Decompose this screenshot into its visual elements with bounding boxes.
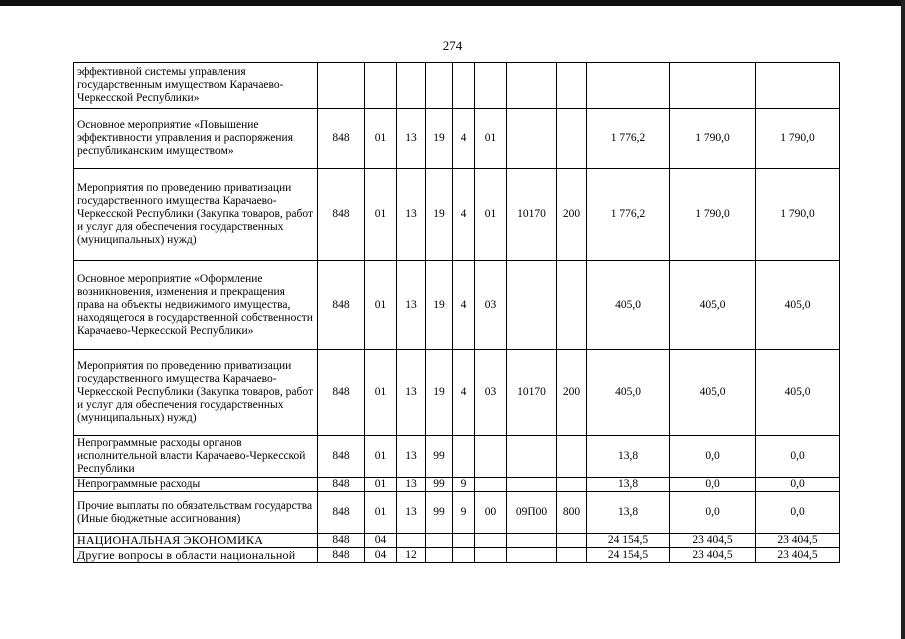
table-row	[74, 534, 840, 548]
cell-pr: 13	[397, 436, 426, 478]
cell-rz: 01	[365, 169, 397, 261]
cell-name: Основное мероприятие «Повышение эффективности управления и распоряжения республиканским имуществом»	[74, 109, 318, 169]
cell-ved: 848	[318, 350, 365, 436]
cell-pr: 13	[397, 169, 426, 261]
table-row	[74, 548, 840, 563]
cell-sum3	[756, 63, 840, 109]
cell-vr	[557, 548, 587, 563]
cell-sum2: 405,0	[670, 350, 756, 436]
scan-edge-top	[0, 0, 905, 6]
cell-sum1: 13,8	[587, 436, 670, 478]
cell-pgp: 9	[453, 478, 475, 492]
cell-vr	[557, 534, 587, 548]
cell-ved: 848	[318, 492, 365, 534]
cell-pr: 13	[397, 492, 426, 534]
cell-sum2	[670, 63, 756, 109]
cell-pgp: 4	[453, 109, 475, 169]
cell-om	[475, 534, 507, 548]
cell-sum3: 23 404,5	[756, 534, 840, 548]
cell-gp: 99	[426, 436, 453, 478]
cell-name: эффективной системы управления государственным имуществом Карачаево-Черкесской Республики»	[74, 63, 318, 109]
cell-name: Непрограммные расходы органов исполнительной власти Карачаево-Черкесской Республики	[74, 436, 318, 478]
cell-ved: 848	[318, 534, 365, 548]
cell-dir: 10170	[507, 350, 557, 436]
cell-pr	[397, 63, 426, 109]
table-body	[74, 63, 840, 563]
cell-rz: 01	[365, 492, 397, 534]
table-row	[74, 261, 840, 350]
cell-name: Мероприятия по проведению приватизации государственного имущества Карачаево-Черкесской Республики (Закупка товаров, работ и услуг для обеспечения государственных (муниципальных) нужд)	[74, 169, 318, 261]
table-row	[74, 478, 840, 492]
cell-rz: 01	[365, 109, 397, 169]
cell-sum1: 405,0	[587, 350, 670, 436]
cell-sum1: 24 154,5	[587, 548, 670, 563]
cell-om: 03	[475, 261, 507, 350]
cell-ved: 848	[318, 478, 365, 492]
table-row	[74, 63, 840, 109]
cell-pr: 13	[397, 350, 426, 436]
cell-sum1	[587, 63, 670, 109]
cell-vr	[557, 63, 587, 109]
cell-pr	[397, 534, 426, 548]
cell-vr	[557, 436, 587, 478]
cell-gp	[426, 534, 453, 548]
cell-om: 03	[475, 350, 507, 436]
cell-name: Непрограммные расходы	[74, 478, 318, 492]
cell-vr: 800	[557, 492, 587, 534]
cell-dir	[507, 63, 557, 109]
cell-rz: 01	[365, 261, 397, 350]
cell-dir	[507, 534, 557, 548]
cell-pgp	[453, 534, 475, 548]
cell-gp	[426, 548, 453, 563]
cell-om: 01	[475, 169, 507, 261]
cell-pgp	[453, 436, 475, 478]
cell-sum2: 405,0	[670, 261, 756, 350]
cell-gp	[426, 63, 453, 109]
cell-sum3: 1 790,0	[756, 169, 840, 261]
cell-sum1: 1 776,2	[587, 169, 670, 261]
scan-edge-right	[901, 0, 905, 639]
budget-table	[73, 62, 840, 563]
cell-rz: 04	[365, 534, 397, 548]
table-row	[74, 109, 840, 169]
cell-sum3: 405,0	[756, 350, 840, 436]
cell-sum2: 1 790,0	[670, 169, 756, 261]
table-row	[74, 492, 840, 534]
cell-pgp: 9	[453, 492, 475, 534]
cell-sum2: 0,0	[670, 478, 756, 492]
cell-pr: 13	[397, 478, 426, 492]
cell-sum2: 0,0	[670, 492, 756, 534]
cell-dir	[507, 261, 557, 350]
cell-sum2: 23 404,5	[670, 548, 756, 563]
cell-sum3: 0,0	[756, 492, 840, 534]
cell-om	[475, 436, 507, 478]
cell-gp: 19	[426, 169, 453, 261]
cell-vr: 200	[557, 350, 587, 436]
cell-dir	[507, 436, 557, 478]
cell-name: НАЦИОНАЛЬНАЯ ЭКОНОМИКА	[74, 534, 318, 548]
cell-vr	[557, 109, 587, 169]
cell-sum3: 405,0	[756, 261, 840, 350]
cell-pr: 13	[397, 261, 426, 350]
cell-rz: 01	[365, 436, 397, 478]
cell-sum2: 1 790,0	[670, 109, 756, 169]
cell-pgp: 4	[453, 169, 475, 261]
cell-dir: 09П00	[507, 492, 557, 534]
cell-dir	[507, 548, 557, 563]
cell-sum1: 13,8	[587, 478, 670, 492]
cell-pgp	[453, 63, 475, 109]
cell-sum1: 24 154,5	[587, 534, 670, 548]
cell-om	[475, 548, 507, 563]
cell-sum1: 1 776,2	[587, 109, 670, 169]
cell-sum2: 0,0	[670, 436, 756, 478]
table-row	[74, 436, 840, 478]
cell-rz: 01	[365, 478, 397, 492]
cell-dir: 10170	[507, 169, 557, 261]
table-row	[74, 350, 840, 436]
cell-name: Другие вопросы в области национальной	[74, 548, 318, 563]
cell-ved	[318, 63, 365, 109]
cell-ved: 848	[318, 169, 365, 261]
cell-sum1: 405,0	[587, 261, 670, 350]
cell-name: Основное мероприятие «Оформление возникновения, изменения и прекращения права на объекты недвижимого имущества, находящегося в государственной собственности Карачаево-Черкесской Республики»	[74, 261, 318, 350]
cell-gp: 19	[426, 109, 453, 169]
cell-pgp	[453, 548, 475, 563]
cell-gp: 99	[426, 492, 453, 534]
cell-gp: 19	[426, 261, 453, 350]
cell-ved: 848	[318, 436, 365, 478]
cell-sum1: 13,8	[587, 492, 670, 534]
cell-gp: 99	[426, 478, 453, 492]
cell-sum3: 1 790,0	[756, 109, 840, 169]
cell-rz: 01	[365, 350, 397, 436]
cell-dir	[507, 478, 557, 492]
cell-vr: 200	[557, 169, 587, 261]
cell-pgp: 4	[453, 261, 475, 350]
cell-vr	[557, 261, 587, 350]
cell-vr	[557, 478, 587, 492]
cell-rz: 04	[365, 548, 397, 563]
page-number: 274	[442, 38, 463, 53]
cell-pr: 12	[397, 548, 426, 563]
cell-sum3: 0,0	[756, 436, 840, 478]
cell-pgp: 4	[453, 350, 475, 436]
cell-ved: 848	[318, 109, 365, 169]
cell-ved: 848	[318, 261, 365, 350]
cell-ved: 848	[318, 548, 365, 563]
cell-gp: 19	[426, 350, 453, 436]
cell-name: Прочие выплаты по обязательствам государства (Иные бюджетные ассигнования)	[74, 492, 318, 534]
cell-sum3: 0,0	[756, 478, 840, 492]
cell-pr: 13	[397, 109, 426, 169]
cell-dir	[507, 109, 557, 169]
cell-rz	[365, 63, 397, 109]
table-row	[74, 169, 840, 261]
cell-om: 01	[475, 109, 507, 169]
cell-sum2: 23 404,5	[670, 534, 756, 548]
cell-om	[475, 63, 507, 109]
cell-om	[475, 478, 507, 492]
cell-sum3: 23 404,5	[756, 548, 840, 563]
cell-om: 00	[475, 492, 507, 534]
cell-name: Мероприятия по проведению приватизации государственного имущества Карачаево-Черкесской Республики (Закупка товаров, работ и услуг для обеспечения государственных (муниципальных) нужд)	[74, 350, 318, 436]
